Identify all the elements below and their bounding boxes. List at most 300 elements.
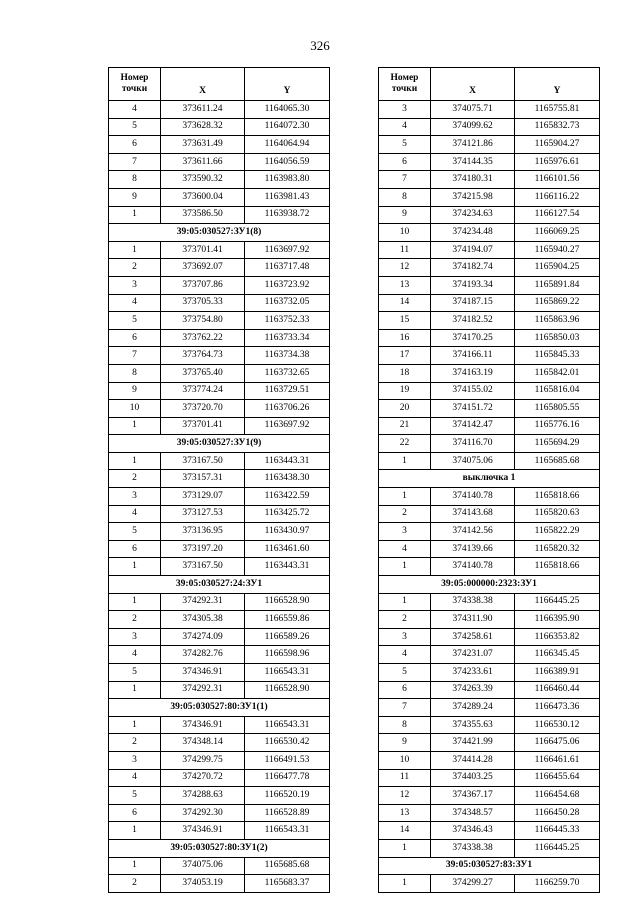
section-row bbox=[379, 576, 600, 594]
table-row bbox=[379, 329, 600, 347]
section-title: 39:05:030527:83:ЗУ1 bbox=[379, 857, 600, 875]
y-coordinate-cell: 1166520.19 bbox=[245, 787, 330, 805]
point-number-cell: 4 bbox=[109, 101, 161, 119]
table-row bbox=[379, 118, 600, 136]
point-number-cell: 4 bbox=[109, 294, 161, 312]
table-row bbox=[379, 505, 600, 523]
y-coordinate-cell: 1166455.64 bbox=[515, 769, 600, 787]
section-row bbox=[379, 857, 600, 875]
y-coordinate-cell: 1166445.25 bbox=[515, 593, 600, 611]
x-coordinate-cell: 374140.78 bbox=[431, 558, 515, 576]
y-coordinate-cell: 1163752.33 bbox=[245, 312, 330, 330]
x-coordinate-cell: 374194.07 bbox=[431, 241, 515, 259]
table-row bbox=[109, 452, 330, 470]
table-row bbox=[109, 382, 330, 400]
y-coordinate-cell: 1163425.72 bbox=[245, 505, 330, 523]
table-row bbox=[109, 171, 330, 189]
point-number-cell: 2 bbox=[379, 611, 431, 629]
x-coordinate-cell: 374311.90 bbox=[431, 611, 515, 629]
x-coordinate-cell: 374292.30 bbox=[161, 804, 245, 822]
y-coordinate-cell: 1165755.81 bbox=[515, 101, 600, 119]
point-number-cell: 3 bbox=[109, 628, 161, 646]
point-number-cell: 3 bbox=[379, 101, 431, 119]
y-coordinate-cell: 1165816.04 bbox=[515, 382, 600, 400]
point-number-cell: 5 bbox=[109, 312, 161, 330]
point-number-header-line1: Номер bbox=[390, 73, 419, 83]
x-coordinate-cell: 374215.98 bbox=[431, 188, 515, 206]
section-row bbox=[379, 470, 600, 488]
y-coordinate-cell: 1166445.25 bbox=[515, 839, 600, 857]
y-header: Y bbox=[515, 68, 600, 101]
x-coordinate-cell: 374142.47 bbox=[431, 417, 515, 435]
y-coordinate-cell: 1166530.42 bbox=[245, 734, 330, 752]
point-number-cell: 17 bbox=[379, 347, 431, 365]
x-coordinate-cell: 373127.53 bbox=[161, 505, 245, 523]
table-row bbox=[109, 664, 330, 682]
table-row bbox=[109, 276, 330, 294]
x-coordinate-cell: 374288.63 bbox=[161, 787, 245, 805]
table-row bbox=[379, 822, 600, 840]
table-row bbox=[109, 400, 330, 418]
y-coordinate-cell: 1164065.30 bbox=[245, 101, 330, 119]
y-coordinate-cell: 1166530.12 bbox=[515, 716, 600, 734]
y-coordinate-cell: 1166543.31 bbox=[245, 664, 330, 682]
table-row bbox=[379, 769, 600, 787]
point-number-header bbox=[379, 68, 431, 101]
x-coordinate-cell: 374144.35 bbox=[431, 153, 515, 171]
y-coordinate-cell: 1165863.96 bbox=[515, 312, 600, 330]
table-row bbox=[109, 523, 330, 541]
x-coordinate-cell: 374143.68 bbox=[431, 505, 515, 523]
y-coordinate-cell: 1163983.80 bbox=[245, 171, 330, 189]
table-row bbox=[109, 364, 330, 382]
point-number-cell: 1 bbox=[109, 716, 161, 734]
point-number-cell: 5 bbox=[109, 523, 161, 541]
y-coordinate-cell: 1165869.22 bbox=[515, 294, 600, 312]
section-row bbox=[109, 699, 330, 717]
point-number-cell: 6 bbox=[379, 681, 431, 699]
coordinates-table-right-body bbox=[379, 101, 600, 893]
point-number-cell: 4 bbox=[379, 646, 431, 664]
table-row bbox=[379, 523, 600, 541]
y-coordinate-cell: 1166473.36 bbox=[515, 699, 600, 717]
point-number-cell: 8 bbox=[109, 364, 161, 382]
y-coordinate-cell: 1165940.27 bbox=[515, 241, 600, 259]
point-number-cell: 3 bbox=[109, 751, 161, 769]
table-row bbox=[109, 734, 330, 752]
x-coordinate-cell: 374231.07 bbox=[431, 646, 515, 664]
section-title: 39:05:030527:ЗУ1(8) bbox=[109, 224, 330, 242]
table-row bbox=[379, 875, 600, 893]
x-coordinate-cell: 374299.27 bbox=[431, 875, 515, 893]
point-number-cell: 19 bbox=[379, 382, 431, 400]
table-row bbox=[109, 822, 330, 840]
point-number-cell: 4 bbox=[109, 769, 161, 787]
y-coordinate-cell: 1163717.48 bbox=[245, 259, 330, 277]
y-coordinate-cell: 1166528.90 bbox=[245, 593, 330, 611]
y-coordinate-cell: 1163697.92 bbox=[245, 417, 330, 435]
y-coordinate-cell: 1163938.72 bbox=[245, 206, 330, 224]
table-row bbox=[379, 312, 600, 330]
point-number-cell: 1 bbox=[379, 488, 431, 506]
x-coordinate-cell: 374292.31 bbox=[161, 681, 245, 699]
point-number-cell: 5 bbox=[379, 664, 431, 682]
x-coordinate-cell: 373631.49 bbox=[161, 136, 245, 154]
y-coordinate-cell: 1166528.90 bbox=[245, 681, 330, 699]
x-coordinate-cell: 373701.41 bbox=[161, 241, 245, 259]
table-row bbox=[109, 136, 330, 154]
x-coordinate-cell: 374075.71 bbox=[431, 101, 515, 119]
table-row bbox=[109, 558, 330, 576]
point-number-cell: 7 bbox=[109, 347, 161, 365]
table-row bbox=[379, 699, 600, 717]
y-coordinate-cell: 1166101.56 bbox=[515, 171, 600, 189]
x-coordinate-cell: 373774.24 bbox=[161, 382, 245, 400]
table-row bbox=[109, 312, 330, 330]
table-row bbox=[379, 452, 600, 470]
point-number-cell: 1 bbox=[109, 241, 161, 259]
y-coordinate-cell: 1165832.73 bbox=[515, 118, 600, 136]
x-coordinate-cell: 373586.50 bbox=[161, 206, 245, 224]
table-row bbox=[109, 540, 330, 558]
y-coordinate-cell: 1163461.60 bbox=[245, 540, 330, 558]
table-row bbox=[379, 400, 600, 418]
table-row bbox=[109, 417, 330, 435]
y-coordinate-cell: 1165904.25 bbox=[515, 259, 600, 277]
point-number-cell: 9 bbox=[379, 734, 431, 752]
y-coordinate-cell: 1166395.90 bbox=[515, 611, 600, 629]
y-coordinate-cell: 1166598.96 bbox=[245, 646, 330, 664]
x-coordinate-cell: 374182.74 bbox=[431, 259, 515, 277]
y-coordinate-cell: 1163697.92 bbox=[245, 241, 330, 259]
x-coordinate-cell: 373765.40 bbox=[161, 364, 245, 382]
y-coordinate-cell: 1163723.92 bbox=[245, 276, 330, 294]
table-row bbox=[379, 241, 600, 259]
point-number-cell: 1 bbox=[109, 857, 161, 875]
point-number-cell: 11 bbox=[379, 769, 431, 787]
point-number-cell: 15 bbox=[379, 312, 431, 330]
x-coordinate-cell: 374289.24 bbox=[431, 699, 515, 717]
point-number-cell: 1 bbox=[109, 558, 161, 576]
table-row bbox=[109, 118, 330, 136]
table-row bbox=[109, 611, 330, 629]
x-coordinate-cell: 374421.99 bbox=[431, 734, 515, 752]
table-row bbox=[379, 646, 600, 664]
coordinates-table-left-body bbox=[109, 101, 330, 893]
coordinates-table-right bbox=[378, 67, 600, 893]
point-number-cell: 6 bbox=[109, 136, 161, 154]
point-number-cell: 4 bbox=[379, 118, 431, 136]
table-row bbox=[379, 751, 600, 769]
y-coordinate-cell: 1165776.16 bbox=[515, 417, 600, 435]
point-number-cell: 2 bbox=[109, 259, 161, 277]
point-number-cell: 3 bbox=[379, 523, 431, 541]
table-row bbox=[379, 347, 600, 365]
table-row bbox=[109, 593, 330, 611]
y-coordinate-cell: 1165904.27 bbox=[515, 136, 600, 154]
point-number-cell: 4 bbox=[379, 540, 431, 558]
table-row bbox=[109, 206, 330, 224]
y-coordinate-cell: 1166345.45 bbox=[515, 646, 600, 664]
y-coordinate-cell: 1163729.51 bbox=[245, 382, 330, 400]
table-row bbox=[379, 435, 600, 453]
y-coordinate-cell: 1165685.68 bbox=[245, 857, 330, 875]
table-row bbox=[109, 329, 330, 347]
x-coordinate-cell: 373590.32 bbox=[161, 171, 245, 189]
point-number-cell: 1 bbox=[379, 558, 431, 576]
section-row bbox=[109, 435, 330, 453]
x-coordinate-cell: 374142.56 bbox=[431, 523, 515, 541]
point-number-cell: 9 bbox=[109, 188, 161, 206]
point-number-header-line2: точки bbox=[121, 84, 148, 94]
point-number-cell: 11 bbox=[379, 241, 431, 259]
point-number-cell: 1 bbox=[379, 839, 431, 857]
table-row bbox=[379, 188, 600, 206]
point-number-cell: 5 bbox=[379, 136, 431, 154]
x-coordinate-cell: 374348.57 bbox=[431, 804, 515, 822]
point-number-cell: 1 bbox=[109, 417, 161, 435]
x-coordinate-cell: 374258.61 bbox=[431, 628, 515, 646]
section-title: 39:05:000000:2323:ЗУ1 bbox=[379, 576, 600, 594]
table-row bbox=[109, 769, 330, 787]
y-coordinate-cell: 1166559.86 bbox=[245, 611, 330, 629]
x-coordinate-cell: 374282.76 bbox=[161, 646, 245, 664]
x-coordinate-cell: 373692.07 bbox=[161, 259, 245, 277]
table-row bbox=[379, 101, 600, 119]
point-number-cell: 16 bbox=[379, 329, 431, 347]
table-header-row bbox=[379, 68, 600, 101]
table-row bbox=[379, 259, 600, 277]
y-coordinate-cell: 1166259.70 bbox=[515, 875, 600, 893]
y-coordinate-cell: 1165818.66 bbox=[515, 488, 600, 506]
y-coordinate-cell: 1163443.31 bbox=[245, 558, 330, 576]
x-coordinate-cell: 373754.80 bbox=[161, 312, 245, 330]
point-number-cell: 4 bbox=[109, 646, 161, 664]
y-coordinate-cell: 1166389.91 bbox=[515, 664, 600, 682]
point-number-cell: 2 bbox=[109, 611, 161, 629]
x-coordinate-cell: 374346.91 bbox=[161, 716, 245, 734]
x-coordinate-cell: 374139.66 bbox=[431, 540, 515, 558]
x-header: X bbox=[431, 68, 515, 101]
x-coordinate-cell: 374346.91 bbox=[161, 822, 245, 840]
table-row bbox=[109, 804, 330, 822]
y-coordinate-cell: 1166127.54 bbox=[515, 206, 600, 224]
point-number-cell: 10 bbox=[379, 751, 431, 769]
table-row bbox=[109, 751, 330, 769]
table-row bbox=[109, 259, 330, 277]
y-coordinate-cell: 1164072.30 bbox=[245, 118, 330, 136]
point-number-cell: 3 bbox=[109, 276, 161, 294]
point-number-cell: 1 bbox=[379, 593, 431, 611]
x-coordinate-cell: 373720.70 bbox=[161, 400, 245, 418]
point-number-cell: 6 bbox=[109, 540, 161, 558]
table-row bbox=[379, 153, 600, 171]
section-title: выключка 1 bbox=[379, 470, 600, 488]
point-number-cell: 6 bbox=[109, 329, 161, 347]
point-number-cell: 22 bbox=[379, 435, 431, 453]
point-number-cell: 18 bbox=[379, 364, 431, 382]
point-number-cell: 7 bbox=[109, 153, 161, 171]
table-row bbox=[379, 364, 600, 382]
point-number-cell: 14 bbox=[379, 294, 431, 312]
table-row bbox=[379, 488, 600, 506]
y-coordinate-cell: 1165842.01 bbox=[515, 364, 600, 382]
x-coordinate-cell: 373611.24 bbox=[161, 101, 245, 119]
y-coordinate-cell: 1165694.29 bbox=[515, 435, 600, 453]
table-row bbox=[109, 488, 330, 506]
point-number-cell: 2 bbox=[109, 470, 161, 488]
table-row bbox=[109, 188, 330, 206]
point-number-cell: 2 bbox=[379, 505, 431, 523]
table-row bbox=[109, 787, 330, 805]
table-row bbox=[379, 611, 600, 629]
x-coordinate-cell: 374163.19 bbox=[431, 364, 515, 382]
table-row bbox=[379, 540, 600, 558]
point-number-cell: 1 bbox=[379, 875, 431, 893]
x-coordinate-cell: 374233.61 bbox=[431, 664, 515, 682]
table-row bbox=[379, 417, 600, 435]
y-coordinate-cell: 1166353.82 bbox=[515, 628, 600, 646]
table-row bbox=[379, 734, 600, 752]
coordinates-table-left bbox=[108, 67, 330, 893]
y-coordinate-cell: 1165818.66 bbox=[515, 558, 600, 576]
table-row bbox=[109, 153, 330, 171]
point-number-cell: 3 bbox=[109, 488, 161, 506]
x-coordinate-cell: 374403.25 bbox=[431, 769, 515, 787]
section-row bbox=[109, 224, 330, 242]
y-coordinate-cell: 1165822.29 bbox=[515, 523, 600, 541]
y-header: Y bbox=[245, 68, 330, 101]
y-coordinate-cell: 1165685.68 bbox=[515, 452, 600, 470]
point-number-cell: 20 bbox=[379, 400, 431, 418]
y-coordinate-cell: 1165820.63 bbox=[515, 505, 600, 523]
y-coordinate-cell: 1166475.06 bbox=[515, 734, 600, 752]
section-title: 39:05:030527:24:ЗУ1 bbox=[109, 576, 330, 594]
table-row bbox=[109, 505, 330, 523]
table-row bbox=[109, 681, 330, 699]
x-coordinate-cell: 373705.33 bbox=[161, 294, 245, 312]
x-coordinate-cell: 373600.04 bbox=[161, 188, 245, 206]
x-coordinate-cell: 374367.17 bbox=[431, 787, 515, 805]
point-number-cell: 12 bbox=[379, 787, 431, 805]
x-coordinate-cell: 373167.50 bbox=[161, 452, 245, 470]
table-row bbox=[379, 628, 600, 646]
y-coordinate-cell: 1165850.03 bbox=[515, 329, 600, 347]
x-coordinate-cell: 374121.86 bbox=[431, 136, 515, 154]
y-coordinate-cell: 1163443.31 bbox=[245, 452, 330, 470]
x-coordinate-cell: 374274.09 bbox=[161, 628, 245, 646]
y-coordinate-cell: 1164056.59 bbox=[245, 153, 330, 171]
x-coordinate-cell: 374053.19 bbox=[161, 875, 245, 893]
x-coordinate-cell: 374170.25 bbox=[431, 329, 515, 347]
table-row bbox=[109, 470, 330, 488]
x-coordinate-cell: 374346.43 bbox=[431, 822, 515, 840]
x-coordinate-cell: 373197.20 bbox=[161, 540, 245, 558]
x-coordinate-cell: 374292.31 bbox=[161, 593, 245, 611]
table-row bbox=[379, 804, 600, 822]
point-number-cell: 12 bbox=[379, 259, 431, 277]
y-coordinate-cell: 1165891.84 bbox=[515, 276, 600, 294]
x-coordinate-cell: 373167.50 bbox=[161, 558, 245, 576]
x-coordinate-cell: 374140.78 bbox=[431, 488, 515, 506]
table-row bbox=[379, 839, 600, 857]
table-row bbox=[379, 787, 600, 805]
x-coordinate-cell: 373764.73 bbox=[161, 347, 245, 365]
point-number-cell: 1 bbox=[379, 452, 431, 470]
y-coordinate-cell: 1166069.25 bbox=[515, 224, 600, 242]
page-number: 326 bbox=[310, 38, 330, 53]
y-coordinate-cell: 1163734.38 bbox=[245, 347, 330, 365]
x-coordinate-cell: 374075.06 bbox=[161, 857, 245, 875]
point-number-cell: 8 bbox=[379, 188, 431, 206]
y-coordinate-cell: 1166491.53 bbox=[245, 751, 330, 769]
y-coordinate-cell: 1165805.55 bbox=[515, 400, 600, 418]
point-number-cell: 2 bbox=[109, 875, 161, 893]
y-coordinate-cell: 1166454.68 bbox=[515, 787, 600, 805]
point-number-cell: 1 bbox=[109, 593, 161, 611]
point-number-cell: 10 bbox=[109, 400, 161, 418]
y-coordinate-cell: 1163438.30 bbox=[245, 470, 330, 488]
y-coordinate-cell: 1163732.05 bbox=[245, 294, 330, 312]
y-coordinate-cell: 1166543.31 bbox=[245, 822, 330, 840]
x-coordinate-cell: 373136.95 bbox=[161, 523, 245, 541]
table-row bbox=[109, 294, 330, 312]
table-row bbox=[109, 716, 330, 734]
table-row bbox=[109, 646, 330, 664]
x-coordinate-cell: 374099.62 bbox=[431, 118, 515, 136]
table-row bbox=[109, 857, 330, 875]
point-number-cell: 7 bbox=[379, 171, 431, 189]
table-row bbox=[109, 101, 330, 119]
x-coordinate-cell: 374155.02 bbox=[431, 382, 515, 400]
y-coordinate-cell: 1166116.22 bbox=[515, 188, 600, 206]
point-number-cell: 14 bbox=[379, 822, 431, 840]
point-number-header-line2: точки bbox=[391, 84, 418, 94]
y-coordinate-cell: 1165976.61 bbox=[515, 153, 600, 171]
table-row bbox=[379, 716, 600, 734]
table-row bbox=[109, 875, 330, 893]
x-coordinate-cell: 374234.63 bbox=[431, 206, 515, 224]
point-number-cell: 5 bbox=[109, 118, 161, 136]
x-coordinate-cell: 374338.38 bbox=[431, 839, 515, 857]
point-number-cell: 5 bbox=[109, 787, 161, 805]
x-coordinate-cell: 374151.72 bbox=[431, 400, 515, 418]
point-number-cell: 7 bbox=[379, 699, 431, 717]
x-coordinate-cell: 373157.31 bbox=[161, 470, 245, 488]
point-number-cell: 1 bbox=[109, 206, 161, 224]
table-row bbox=[379, 593, 600, 611]
y-coordinate-cell: 1163981.43 bbox=[245, 188, 330, 206]
x-coordinate-cell: 373701.41 bbox=[161, 417, 245, 435]
section-title: 39:05:030527:80:ЗУ1(1) bbox=[109, 699, 330, 717]
point-number-cell: 9 bbox=[109, 382, 161, 400]
table-row bbox=[379, 664, 600, 682]
point-number-cell: 10 bbox=[379, 224, 431, 242]
x-coordinate-cell: 374187.15 bbox=[431, 294, 515, 312]
point-number-cell: 4 bbox=[109, 505, 161, 523]
x-coordinate-cell: 374263.39 bbox=[431, 681, 515, 699]
point-number-cell: 1 bbox=[109, 822, 161, 840]
x-coordinate-cell: 374270.72 bbox=[161, 769, 245, 787]
table-row bbox=[109, 347, 330, 365]
y-coordinate-cell: 1166460.44 bbox=[515, 681, 600, 699]
table-row bbox=[379, 558, 600, 576]
point-number-cell: 2 bbox=[109, 734, 161, 752]
point-number-cell: 8 bbox=[379, 716, 431, 734]
y-coordinate-cell: 1166589.26 bbox=[245, 628, 330, 646]
table-header-row bbox=[109, 68, 330, 101]
y-coordinate-cell: 1163732.65 bbox=[245, 364, 330, 382]
